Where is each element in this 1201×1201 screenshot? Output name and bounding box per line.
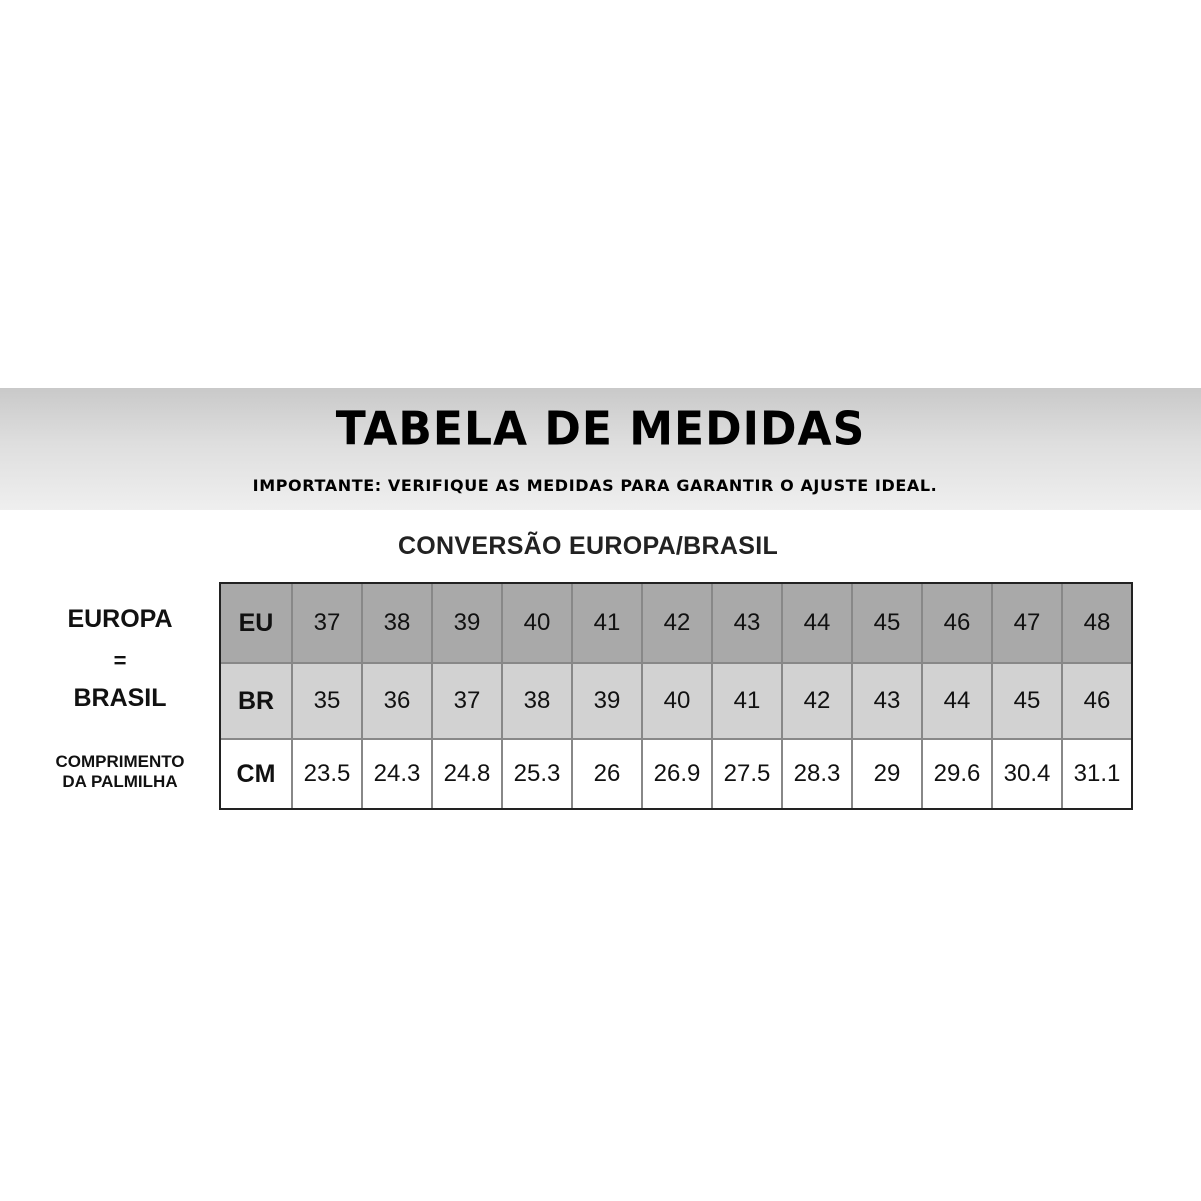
table-cell-eu: 46 (923, 584, 991, 662)
table-cell-br: 46 (1063, 664, 1131, 738)
side-label-comprimento (20, 752, 220, 792)
side-label-europa: EUROPA (67, 605, 173, 633)
table-cell-cm: 24.3 (363, 740, 431, 808)
table-cell-cm: 29.6 (923, 740, 991, 808)
table-cell-br: 45 (993, 664, 1061, 738)
table-cell-eu: 40 (503, 584, 571, 662)
table-cell-eu: 37 (293, 584, 361, 662)
side-label-comprimento-line1: COMPRIMENTO (55, 752, 185, 771)
table-cell-cm: 23.5 (293, 740, 361, 808)
side-label-equals: = (113, 648, 127, 673)
table-cell-br: 36 (363, 664, 431, 738)
table-cell-eu: 45 (853, 584, 921, 662)
table-cell-cm: 30.4 (993, 740, 1061, 808)
table-cell-eu: 43 (713, 584, 781, 662)
table-cell-eu: 41 (573, 584, 641, 662)
table-cell-cm: 24.8 (433, 740, 501, 808)
table-cell-cm: 27.5 (713, 740, 781, 808)
table-cell-cm: 31.1 (1063, 740, 1131, 808)
table-cell-eu: 47 (993, 584, 1061, 662)
table-cell-cm: 29 (853, 740, 921, 808)
table-cell-br: 39 (573, 664, 641, 738)
table-cell-cm: 26.9 (643, 740, 711, 808)
table-cell-br: 37 (433, 664, 501, 738)
page-title: TABELA DE MEDIDAS (335, 402, 866, 457)
row-header-eu: EU (221, 584, 291, 662)
table-cell-eu: 48 (1063, 584, 1131, 662)
side-label-comprimento-line2: DA PALMILHA (62, 772, 178, 791)
table-cell-br: 44 (923, 664, 991, 738)
table-cell-cm: 25.3 (503, 740, 571, 808)
section-title: CONVERSÃO EUROPA/BRASIL (397, 532, 779, 560)
table-cell-eu: 39 (433, 584, 501, 662)
page-subtitle: IMPORTANTE: VERIFIQUE AS MEDIDAS PARA GARANTIR O AJUSTE IDEAL. (252, 476, 938, 495)
table-cell-br: 41 (713, 664, 781, 738)
table-cell-eu: 42 (643, 584, 711, 662)
table-cell-br: 35 (293, 664, 361, 738)
table-cell-eu: 44 (783, 584, 851, 662)
size-conversion-table (219, 582, 1133, 810)
table-cell-cm: 28.3 (783, 740, 851, 808)
table-cell-br: 43 (853, 664, 921, 738)
table-cell-br: 40 (643, 664, 711, 738)
table-cell-eu: 38 (363, 584, 431, 662)
table-cell-br: 42 (783, 664, 851, 738)
table-cell-cm: 26 (573, 740, 641, 808)
side-label-brasil: BRASIL (73, 684, 167, 712)
row-header-br: BR (221, 664, 291, 738)
row-header-cm: CM (221, 740, 291, 808)
table-cell-br: 38 (503, 664, 571, 738)
